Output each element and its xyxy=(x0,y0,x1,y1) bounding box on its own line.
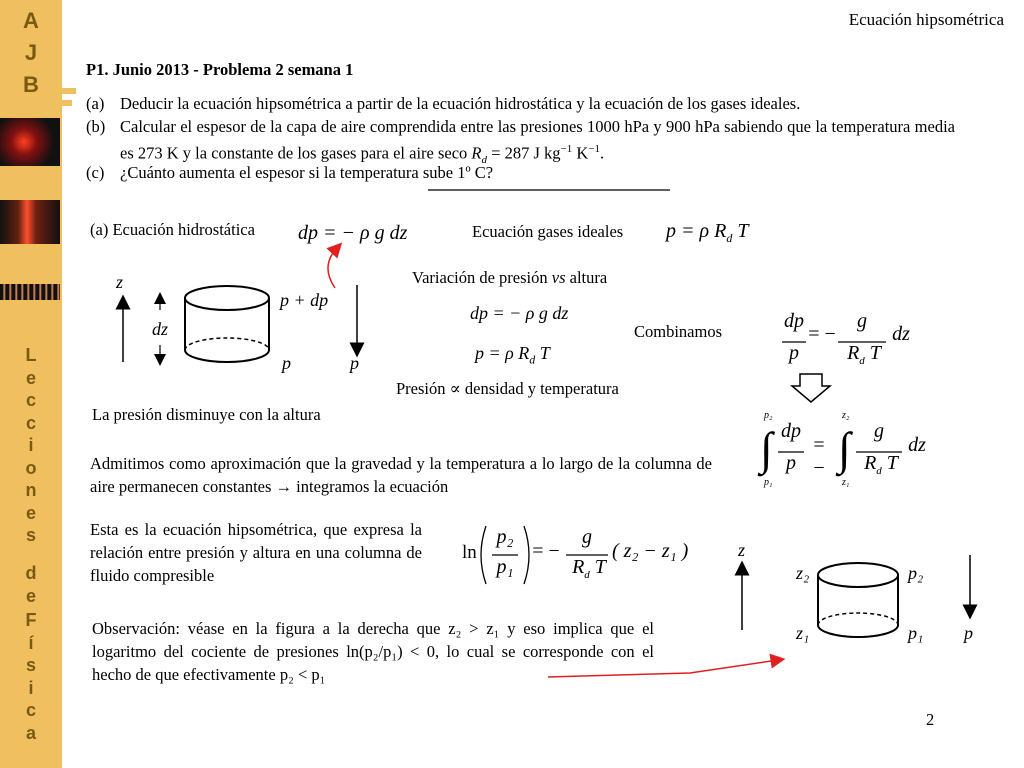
sidebar-word-lecciones-letter: e xyxy=(25,367,36,388)
sidebar-word-fisica-letter: i xyxy=(28,677,34,698)
sidebar-word-lecciones-letter: c xyxy=(25,390,36,410)
variation-label: Variación de presión vs altura xyxy=(412,268,608,287)
hypsometric-paragraph: Esta es la ecuación hipsométrica, que expresa la relación entre presión y altura en una columna de fluido compresible xyxy=(90,520,422,585)
combined-denominator-rdt: $R_d$ T xyxy=(847,342,881,367)
integral-lower-z1: z₁ xyxy=(842,477,850,488)
right-diagram-p2-label: p₂ xyxy=(908,563,924,583)
hydrostatic-label: (a) Ecuación hidrostática xyxy=(90,220,255,239)
pressure-proportional-label: Presión ∝ densidad y temperatura xyxy=(396,379,619,398)
diagram-p-plus-dp-label: p + dp xyxy=(280,290,329,310)
observation-paragraph: Observación: véase en la figura a la derecha que z₂ > z₁ y eso implica que el logaritmo del cociente de presiones ln(p₂/p₁) < 0, lo cual se corresponde con el hecho de que efectivamente p₂ < p₁ xyxy=(92,619,654,684)
integral-upper-p2: p₂ xyxy=(764,410,773,421)
right-diagram-p-label: p xyxy=(964,623,973,643)
sidebar-word-lecciones-letter: c xyxy=(25,412,36,433)
list-item: (c) ¿Cuánto aumenta el espesor si la temperatura sube 1º C? xyxy=(86,163,494,182)
mid-ideal-gas-equation: p = ρ $R_d$ T xyxy=(475,343,550,367)
diagram-z-label: z xyxy=(116,272,124,292)
integral-dz: dz xyxy=(908,434,926,456)
integral-lower-p1: p₁ xyxy=(764,477,773,488)
sidebar-word-lecciones-letter: i xyxy=(28,435,34,455)
integral-denominator-p: p xyxy=(786,452,796,474)
approximation-paragraph: Admitimos como aproximación que la gravedad y la temperatura a lo largo de la columna de aire permanecen constantes → integramos la ecuación xyxy=(90,454,712,496)
combine-label: Combinamos xyxy=(634,322,723,341)
header-title: Ecuación hipsométrica xyxy=(848,10,1004,29)
diagram-p-bottom-label: p xyxy=(282,353,291,373)
logo-letter-a: A xyxy=(23,8,39,33)
integral-numerator-dp: dp xyxy=(781,420,801,442)
ideal-gas-label: Ecuación gases ideales xyxy=(472,222,624,241)
log-numerator-p2: p₂ xyxy=(496,526,514,548)
hydrostatic-equation: dp = − ρ g dz xyxy=(298,222,408,244)
right-diagram-z-label: z xyxy=(738,540,746,560)
integral-upper-z2: z₂ xyxy=(842,410,850,421)
log-height-difference: ( z₂ − z₁ ) xyxy=(612,540,689,562)
diagram-dz-label: dz xyxy=(152,319,169,339)
sidebar-word-lecciones-letter: e xyxy=(25,502,36,523)
list-item: (a) Deducir la ecuación hipsométrica a partir de la ecuación hidrostática y la ecuación de los gases ideales. xyxy=(86,94,801,113)
pressure-decrease-label: La presión disminuye con la altura xyxy=(92,405,321,424)
mid-hydrostatic-equation: dp = − ρ g dz xyxy=(470,303,569,323)
sidebar-word-lecciones-letter: s xyxy=(25,525,36,545)
list-item: (b) Calcular el espesor de la capa de aire comprendida entre las presiones 1000 hPa y 900 hPa sabiendo que la temperatura media es 273 K y la constante de los gases para el aire seco $R_d = 287$ J $kg^{-1}$ $K^{-1}$. xyxy=(86,117,955,166)
log-denominator-rdt: $R_d$ T xyxy=(572,556,606,581)
right-diagram-z2-label: z₂ xyxy=(796,563,810,583)
logo-letter-b: B xyxy=(23,72,39,97)
combined-numerator-dp: dp xyxy=(784,310,804,332)
problem-title: P1. Junio 2013 - Problema 2 semana 1 xyxy=(86,60,354,79)
sidebar-word-fisica-letter: í xyxy=(28,632,34,653)
log-equals-minus: = − xyxy=(532,540,560,562)
log-ln: ln xyxy=(462,542,477,563)
combined-numerator-g: g xyxy=(857,310,867,332)
combined-equals-minus: = − xyxy=(808,323,836,345)
sidebar-word-fisica-letter: a xyxy=(25,722,36,743)
log-numerator-g: g xyxy=(582,526,592,548)
ideal-gas-equation: p = ρ $R_d$ T xyxy=(666,220,749,245)
sidebar-word-fisica-letter: F xyxy=(25,610,37,630)
integral-denominator-rdt: $R_d$ T xyxy=(864,452,898,477)
sidebar-word-de-letter: e xyxy=(25,585,36,606)
sidebar-word-lecciones-letter: o xyxy=(25,457,37,478)
right-diagram-z1-label: z₁ xyxy=(796,623,810,643)
combined-dz: dz xyxy=(892,323,910,345)
integral-numerator-g: g xyxy=(874,420,884,442)
right-diagram-p1-label: p₁ xyxy=(908,623,924,643)
integral-sign-right: ∫ xyxy=(838,423,851,474)
diagram-p-right-label: p xyxy=(350,353,359,373)
sidebar-word-lecciones-letter: L xyxy=(25,345,37,365)
integral-sign-left: ∫ xyxy=(760,423,773,474)
sidebar-word-fisica-letter: c xyxy=(25,700,36,720)
logo-letter-j: J xyxy=(24,40,38,65)
integral-equals-minus: = − xyxy=(813,434,825,479)
combined-denominator-p: p xyxy=(789,342,799,364)
sidebar-word-fisica-letter: s xyxy=(25,655,36,675)
sidebar-word-lecciones-letter: n xyxy=(25,480,37,500)
sidebar-word-de-letter: d xyxy=(25,563,37,583)
log-denominator-p1: p₁ xyxy=(496,556,514,578)
page-number: 2 xyxy=(926,710,935,729)
